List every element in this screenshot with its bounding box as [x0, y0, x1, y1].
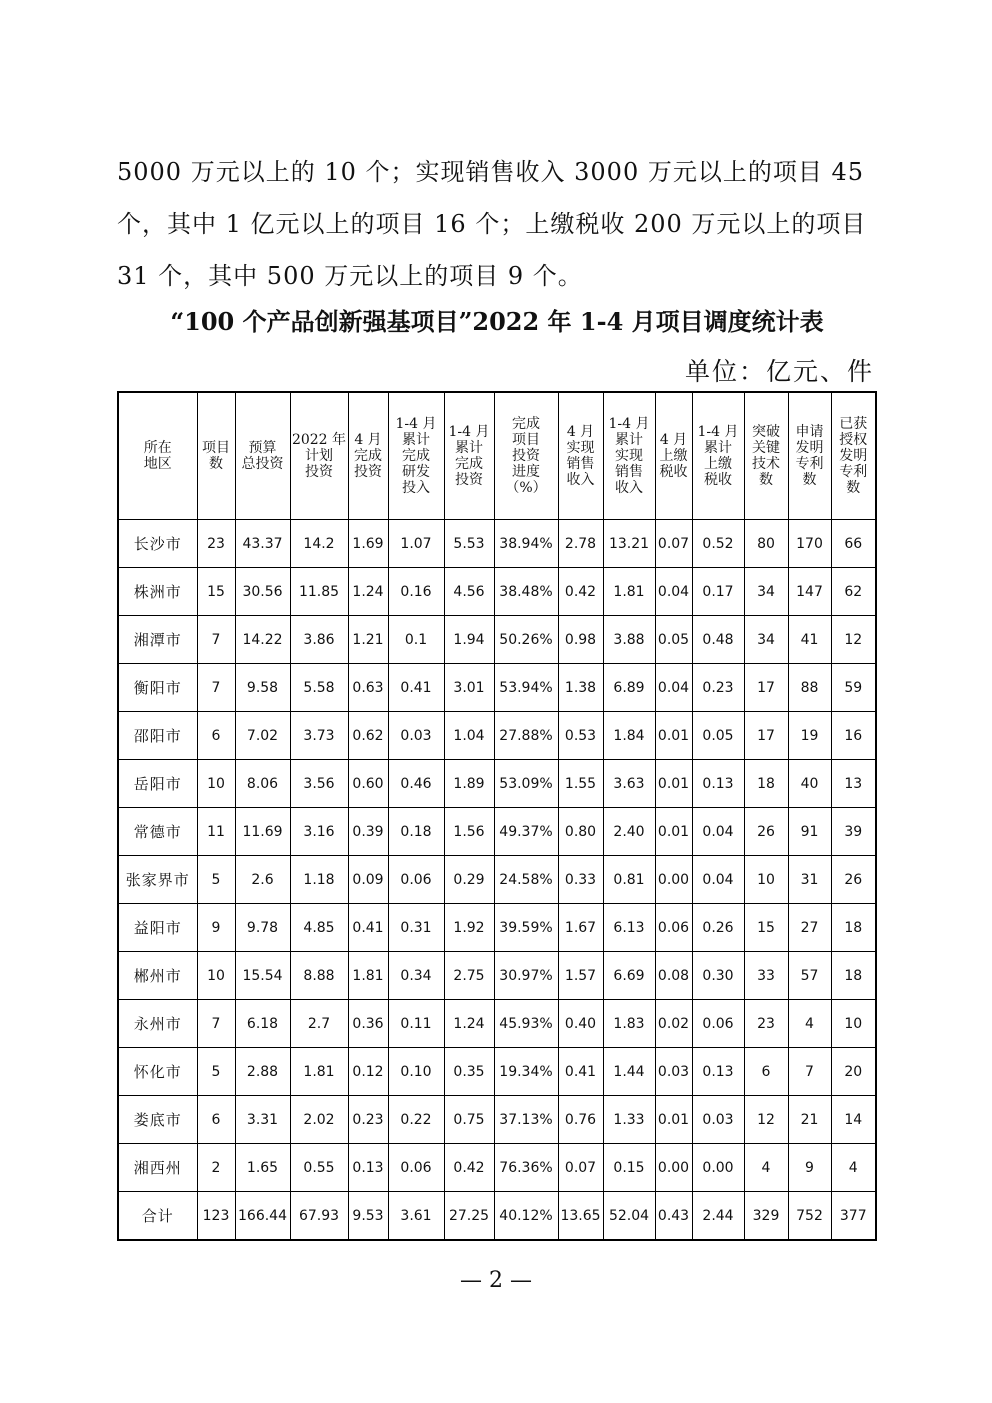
table-cell: 9.78 — [235, 904, 290, 952]
table-cell: 147 — [788, 568, 831, 616]
table-cell: 0.00 — [692, 1144, 744, 1192]
table-cell: 52.04 — [603, 1192, 655, 1241]
table-cell: 0.23 — [348, 1096, 388, 1144]
table-cell: 1.65 — [235, 1144, 290, 1192]
table-cell: 1.94 — [444, 616, 494, 664]
table-cell: 0.15 — [603, 1144, 655, 1192]
table-cell: 0.13 — [692, 1048, 744, 1096]
table-cell: 0.80 — [558, 808, 603, 856]
table-cell: 170 — [788, 520, 831, 568]
column-header: 1-4 月 累计 完成 投资 — [444, 392, 494, 520]
table-cell: 15.54 — [235, 952, 290, 1000]
table-cell: 0.42 — [444, 1144, 494, 1192]
table-cell: 0.23 — [692, 664, 744, 712]
table-cell: 1.81 — [603, 568, 655, 616]
table-cell: 0.76 — [558, 1096, 603, 1144]
paragraph-line: 5000 万元以上的 10 个；实现销售收入 3000 万元以上的项目 45 — [117, 158, 865, 186]
table-cell: 23 — [744, 1000, 788, 1048]
table-cell: 0.07 — [655, 520, 692, 568]
table-cell: 13.21 — [603, 520, 655, 568]
table-cell: 1.55 — [558, 760, 603, 808]
column-header: 1-4 月 累计 上缴 税收 — [692, 392, 744, 520]
table-cell: 0.41 — [348, 904, 388, 952]
table-cell: 0.03 — [655, 1048, 692, 1096]
table-cell: 1.83 — [603, 1000, 655, 1048]
table-cell: 4 — [788, 1000, 831, 1048]
table-cell: 0.13 — [692, 760, 744, 808]
table-cell: 0.09 — [348, 856, 388, 904]
region-cell: 长沙市 — [118, 520, 197, 568]
table-row — [118, 520, 876, 568]
region-cell: 怀化市 — [118, 1048, 197, 1096]
table-cell: 0.26 — [692, 904, 744, 952]
table-cell: 3.56 — [290, 760, 348, 808]
table-cell: 18 — [831, 952, 876, 1000]
table-cell: 37.13% — [494, 1096, 558, 1144]
table-cell: 57 — [788, 952, 831, 1000]
table-cell: 0.02 — [655, 1000, 692, 1048]
table-cell: 0.41 — [558, 1048, 603, 1096]
table-cell: 0.00 — [655, 1144, 692, 1192]
table-cell: 12 — [744, 1096, 788, 1144]
table-cell: 377 — [831, 1192, 876, 1241]
table-cell: 1.81 — [348, 952, 388, 1000]
table-row — [118, 712, 876, 760]
table-cell: 43.37 — [235, 520, 290, 568]
intro-paragraph — [117, 146, 877, 302]
table-cell: 7 — [788, 1048, 831, 1096]
table-cell: 9 — [788, 1144, 831, 1192]
total-row — [118, 1192, 876, 1241]
table-cell: 0.33 — [558, 856, 603, 904]
table-cell: 10 — [831, 1000, 876, 1048]
table-cell: 2.7 — [290, 1000, 348, 1048]
table-cell: 10 — [744, 856, 788, 904]
table-cell: 12 — [831, 616, 876, 664]
table-cell: 1.67 — [558, 904, 603, 952]
table-cell: 59 — [831, 664, 876, 712]
column-header: 4 月 完成 投资 — [348, 392, 388, 520]
table-cell: 166.44 — [235, 1192, 290, 1241]
table-cell: 1.21 — [348, 616, 388, 664]
region-cell: 湘西州 — [118, 1144, 197, 1192]
table-cell: 0.01 — [655, 712, 692, 760]
table-cell: 6.18 — [235, 1000, 290, 1048]
table-cell: 18 — [744, 760, 788, 808]
table-cell: 1.33 — [603, 1096, 655, 1144]
table-cell: 1.44 — [603, 1048, 655, 1096]
column-header: 项目 数 — [197, 392, 235, 520]
table-row — [118, 664, 876, 712]
table-cell: 39 — [831, 808, 876, 856]
table-cell: 24.58% — [494, 856, 558, 904]
table-cell: 752 — [788, 1192, 831, 1241]
region-cell: 合计 — [118, 1192, 197, 1241]
table-cell: 14.2 — [290, 520, 348, 568]
table-cell: 9 — [197, 904, 235, 952]
table-cell: 0.81 — [603, 856, 655, 904]
table-row — [118, 1144, 876, 1192]
table-header-row — [118, 392, 876, 520]
table-cell: 41 — [788, 616, 831, 664]
table-cell: 80 — [744, 520, 788, 568]
table-cell: 11.69 — [235, 808, 290, 856]
table-cell: 0.63 — [348, 664, 388, 712]
region-cell: 邵阳市 — [118, 712, 197, 760]
table-cell: 40.12% — [494, 1192, 558, 1241]
table-cell: 39.59% — [494, 904, 558, 952]
column-header: 突破 关键 技术 数 — [744, 392, 788, 520]
table-cell: 0.06 — [692, 1000, 744, 1048]
table-cell: 0.13 — [348, 1144, 388, 1192]
page-number: — 2 — — [460, 1268, 532, 1293]
region-cell: 常德市 — [118, 808, 197, 856]
region-cell: 湘潭市 — [118, 616, 197, 664]
statistics-table — [117, 391, 877, 1241]
table-cell: 0.01 — [655, 760, 692, 808]
table-cell: 0.34 — [388, 952, 444, 1000]
table-cell: 27 — [788, 904, 831, 952]
table-cell: 30.97% — [494, 952, 558, 1000]
table-cell: 9.58 — [235, 664, 290, 712]
table-cell: 1.89 — [444, 760, 494, 808]
table-cell: 21 — [788, 1096, 831, 1144]
table-cell: 3.63 — [603, 760, 655, 808]
column-header: 所在 地区 — [118, 392, 197, 520]
table-cell: 15 — [744, 904, 788, 952]
table-cell: 10 — [197, 760, 235, 808]
table-cell: 1.57 — [558, 952, 603, 1000]
table-cell: 8.88 — [290, 952, 348, 1000]
table-cell: 2.88 — [235, 1048, 290, 1096]
table-cell: 11.85 — [290, 568, 348, 616]
table-cell: 26 — [744, 808, 788, 856]
region-cell: 郴州市 — [118, 952, 197, 1000]
table-cell: 0.05 — [655, 616, 692, 664]
table-cell: 0.52 — [692, 520, 744, 568]
table-cell: 45.93% — [494, 1000, 558, 1048]
table-cell: 6 — [744, 1048, 788, 1096]
column-header: 已获 授权 发明 专利 数 — [831, 392, 876, 520]
table-cell: 5.53 — [444, 520, 494, 568]
table-cell: 33 — [744, 952, 788, 1000]
table-cell: 0.62 — [348, 712, 388, 760]
table-cell: 34 — [744, 616, 788, 664]
paragraph-line: 个，其中 1 亿元以上的项目 16 个；上缴税收 200 万元以上的项目 — [117, 210, 867, 238]
table-cell: 0.53 — [558, 712, 603, 760]
table-cell: 88 — [788, 664, 831, 712]
table-cell: 3.01 — [444, 664, 494, 712]
table-cell: 1.24 — [444, 1000, 494, 1048]
table-cell: 34 — [744, 568, 788, 616]
table-cell: 0.07 — [558, 1144, 603, 1192]
table-cell: 27.25 — [444, 1192, 494, 1241]
table-cell: 0.03 — [692, 1096, 744, 1144]
region-cell: 永州市 — [118, 1000, 197, 1048]
table-cell: 53.94% — [494, 664, 558, 712]
table-cell: 3.86 — [290, 616, 348, 664]
table-cell: 76.36% — [494, 1144, 558, 1192]
table-cell: 0.1 — [388, 616, 444, 664]
table-cell: 1.56 — [444, 808, 494, 856]
table-cell: 0.04 — [692, 856, 744, 904]
table-cell: 27.88% — [494, 712, 558, 760]
table-row — [118, 568, 876, 616]
table-cell: 15 — [197, 568, 235, 616]
table-cell: 23 — [197, 520, 235, 568]
table-cell: 49.37% — [494, 808, 558, 856]
table-cell: 0.60 — [348, 760, 388, 808]
table-cell: 4.56 — [444, 568, 494, 616]
table-cell: 7.02 — [235, 712, 290, 760]
column-header: 4 月 上缴 税收 — [655, 392, 692, 520]
table-cell: 17 — [744, 664, 788, 712]
table-cell: 0.04 — [692, 808, 744, 856]
table-cell: 0.00 — [655, 856, 692, 904]
table-cell: 0.46 — [388, 760, 444, 808]
table-cell: 2 — [197, 1144, 235, 1192]
table-cell: 1.84 — [603, 712, 655, 760]
table-cell: 1.07 — [388, 520, 444, 568]
table-cell: 17 — [744, 712, 788, 760]
table-cell: 329 — [744, 1192, 788, 1241]
table-cell: 31 — [788, 856, 831, 904]
table-cell: 3.73 — [290, 712, 348, 760]
table-cell: 0.98 — [558, 616, 603, 664]
table-cell: 3.31 — [235, 1096, 290, 1144]
table-cell: 20 — [831, 1048, 876, 1096]
column-header: 预算 总投资 — [235, 392, 290, 520]
column-header: 申请 发明 专利 数 — [788, 392, 831, 520]
table-cell: 0.08 — [655, 952, 692, 1000]
table-row — [118, 616, 876, 664]
table-cell: 0.04 — [655, 664, 692, 712]
table-cell: 0.36 — [348, 1000, 388, 1048]
table-cell: 1.04 — [444, 712, 494, 760]
table-cell: 2.78 — [558, 520, 603, 568]
table-cell: 50.26% — [494, 616, 558, 664]
table-cell: 1.38 — [558, 664, 603, 712]
column-header: 4 月 实现 销售 收入 — [558, 392, 603, 520]
table-cell: 0.10 — [388, 1048, 444, 1096]
table-cell: 6.13 — [603, 904, 655, 952]
column-header: 2022 年 计划 投资 — [290, 392, 348, 520]
column-header: 1-4 月 累计 完成 研发 投入 — [388, 392, 444, 520]
table-cell: 18 — [831, 904, 876, 952]
table-row — [118, 952, 876, 1000]
table-cell: 0.06 — [655, 904, 692, 952]
region-cell: 株洲市 — [118, 568, 197, 616]
table-cell: 14.22 — [235, 616, 290, 664]
table-cell: 1.81 — [290, 1048, 348, 1096]
table-cell: 0.05 — [692, 712, 744, 760]
table-cell: 30.56 — [235, 568, 290, 616]
table-row — [118, 1000, 876, 1048]
table-cell: 0.48 — [692, 616, 744, 664]
table-cell: 2.02 — [290, 1096, 348, 1144]
table-cell: 6 — [197, 1096, 235, 1144]
table-cell: 0.11 — [388, 1000, 444, 1048]
column-header: 1-4 月 累计 实现 销售 收入 — [603, 392, 655, 520]
table-cell: 0.41 — [388, 664, 444, 712]
table-row — [118, 808, 876, 856]
table-cell: 7 — [197, 1000, 235, 1048]
table-cell: 3.88 — [603, 616, 655, 664]
table-cell: 2.75 — [444, 952, 494, 1000]
table-row — [118, 1096, 876, 1144]
table-cell: 5 — [197, 1048, 235, 1096]
table-cell: 1.92 — [444, 904, 494, 952]
table-cell: 91 — [788, 808, 831, 856]
table-cell: 0.17 — [692, 568, 744, 616]
table-cell: 1.24 — [348, 568, 388, 616]
unit-label: 单位：亿元、件 — [684, 357, 874, 386]
paragraph-line: 31 个，其中 500 万元以上的项目 9 个。 — [117, 262, 583, 290]
table-cell: 6.69 — [603, 952, 655, 1000]
table-cell: 67.93 — [290, 1192, 348, 1241]
table-cell: 0.12 — [348, 1048, 388, 1096]
table-cell: 38.94% — [494, 520, 558, 568]
table-cell: 3.61 — [388, 1192, 444, 1241]
table-cell: 7 — [197, 664, 235, 712]
table-cell: 4 — [744, 1144, 788, 1192]
table-cell: 0.42 — [558, 568, 603, 616]
table-cell: 16 — [831, 712, 876, 760]
table-cell: 26 — [831, 856, 876, 904]
table-cell: 38.48% — [494, 568, 558, 616]
region-cell: 娄底市 — [118, 1096, 197, 1144]
table-cell: 1.18 — [290, 856, 348, 904]
table-cell: 4 — [831, 1144, 876, 1192]
table-cell: 6 — [197, 712, 235, 760]
table-cell: 66 — [831, 520, 876, 568]
table-cell: 5.58 — [290, 664, 348, 712]
table-cell: 2.40 — [603, 808, 655, 856]
table-cell: 40 — [788, 760, 831, 808]
table-cell: 3.16 — [290, 808, 348, 856]
table-cell: 1.69 — [348, 520, 388, 568]
region-cell: 益阳市 — [118, 904, 197, 952]
table-cell: 0.18 — [388, 808, 444, 856]
table-cell: 0.22 — [388, 1096, 444, 1144]
table-cell: 0.43 — [655, 1192, 692, 1241]
table-cell: 0.01 — [655, 1096, 692, 1144]
table-cell: 14 — [831, 1096, 876, 1144]
table-cell: 0.04 — [655, 568, 692, 616]
table-cell: 0.55 — [290, 1144, 348, 1192]
table-cell: 11 — [197, 808, 235, 856]
table-title: “100 个产品创新强基项目”2022 年 1-4 月项目调度统计表 — [170, 307, 824, 336]
table-cell: 8.06 — [235, 760, 290, 808]
table-row — [118, 760, 876, 808]
table-cell: 10 — [197, 952, 235, 1000]
table-row — [118, 1048, 876, 1096]
column-header: 完成 项目 投资 进度 （%） — [494, 392, 558, 520]
table-cell: 0.06 — [388, 1144, 444, 1192]
table-cell: 13.65 — [558, 1192, 603, 1241]
table-cell: 4.85 — [290, 904, 348, 952]
region-cell: 张家界市 — [118, 856, 197, 904]
table-cell: 9.53 — [348, 1192, 388, 1241]
table-cell: 19 — [788, 712, 831, 760]
table-cell: 0.31 — [388, 904, 444, 952]
table-cell: 7 — [197, 616, 235, 664]
table-cell: 2.6 — [235, 856, 290, 904]
table-cell: 5 — [197, 856, 235, 904]
table-row — [118, 856, 876, 904]
table-cell: 0.39 — [348, 808, 388, 856]
region-cell: 衡阳市 — [118, 664, 197, 712]
table-cell: 0.03 — [388, 712, 444, 760]
region-cell: 岳阳市 — [118, 760, 197, 808]
table-cell: 0.75 — [444, 1096, 494, 1144]
table-cell: 2.44 — [692, 1192, 744, 1241]
table-cell: 0.40 — [558, 1000, 603, 1048]
table-cell: 0.30 — [692, 952, 744, 1000]
table-cell: 6.89 — [603, 664, 655, 712]
table-cell: 0.29 — [444, 856, 494, 904]
table-cell: 0.01 — [655, 808, 692, 856]
table-cell: 0.35 — [444, 1048, 494, 1096]
table-cell: 62 — [831, 568, 876, 616]
table-cell: 19.34% — [494, 1048, 558, 1096]
table-cell: 123 — [197, 1192, 235, 1241]
table-body — [118, 520, 876, 1241]
table-cell: 0.16 — [388, 568, 444, 616]
table-cell: 53.09% — [494, 760, 558, 808]
table-cell: 13 — [831, 760, 876, 808]
table-cell: 0.06 — [388, 856, 444, 904]
table-row — [118, 904, 876, 952]
